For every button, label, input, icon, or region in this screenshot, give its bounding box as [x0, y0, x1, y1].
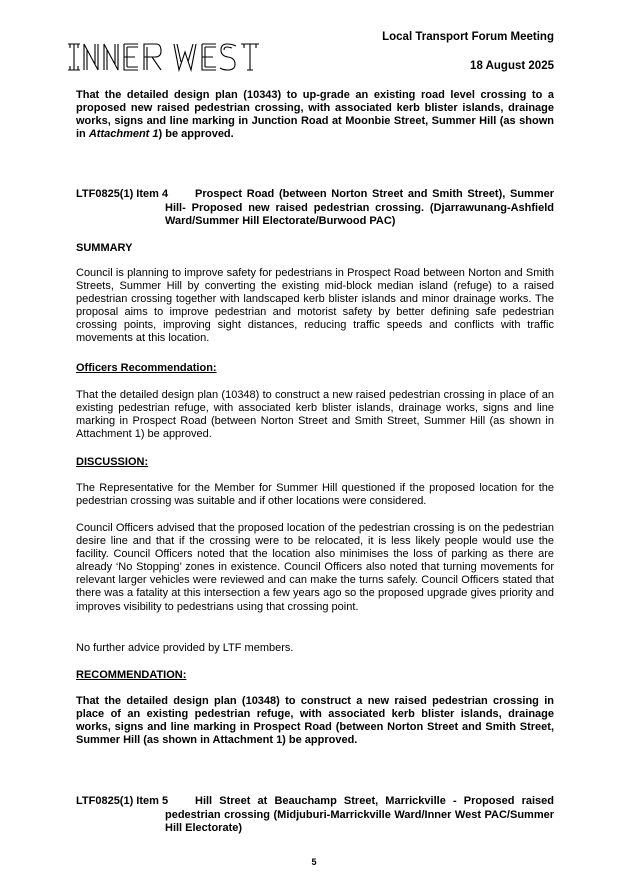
page-number: 5 [311, 857, 317, 867]
officers-recommendation-text [76, 389, 554, 441]
prev-rec-text-after: ) be approved. [158, 128, 234, 141]
discussion-paragraph-3 [76, 642, 554, 655]
item-4-heading [76, 188, 554, 229]
recommendation-text [76, 695, 554, 747]
discussion-text-1: The Representative for the Member for Summer Hill questioned if the proposed location for the pedestrian crossing was suitable and if other locations were considered. [76, 482, 554, 508]
inner-west-logo [66, 40, 276, 74]
summary-paragraph: Council is planning to improve safety for pedestrians in Prospect Road between Norton and Smith Streets, Summer Hill by converting the existing mid-block median island (refuge) to a raised pedestrian crossing together with landscaped kerb blister islands and minor drainage works. The proposal aims to improve pedestrian and motorist safety by better defining safe pedestrian crossing points, improving sight distances, reducing traffic speeds and conflicts with traffic movements at this location. [76, 267, 554, 345]
summary-text [76, 267, 554, 346]
prev-rec-attachment: Attachment 1 [88, 128, 159, 141]
recommendation-heading: RECOMMENDATION: [76, 669, 187, 681]
summary-heading: SUMMARY [76, 242, 133, 254]
item-5-title: Hill Street at Beauchamp Street, Marrickville - Proposed raised pedestrian crossing (Midjuburi-Marrickville Ward/Inner West PAC/Summer Hill Electorate) [165, 795, 554, 834]
item-4-title: Prospect Road (between Norton Street and Smith Street), Summer Hill- Proposed new raised pedestrian crossing. (Djarrawunang-Ashfield Ward/Summer Hill Electorate/Burwood PAC) [165, 188, 554, 227]
officers-recommendation-paragraph: That the detailed design plan (10348) to construct a new raised pedestrian crossing in place of an existing pedestrian refuge, with associated kerb blister islands, drainage works, signs and line marking in Prospect Road (between Norton Street and Smith Street, Summer Hill (as shown in Attachment 1) be approved. [76, 389, 554, 441]
discussion-text-2: Council Officers advised that the proposed location of the pedestrian crossing is on the pedestrian desire line and that if the crossing were to be relocated, it is less likely people would use the facility. Council Officers noted that the location also minimises the loss of parking as there are already ‘No Stopping’ zones in existence. Council Officers also noted that turning movements for relevant larger vehicles were reviewed and can make the turns safely. Council Officers stated that there was a fatality at this intersection a few years ago so the proposed upgrade gives priority and improves visibility to pedestrians using that crossing point. [76, 522, 554, 613]
discussion-heading: DISCUSSION: [76, 456, 149, 468]
meeting-title: Local Transport Forum Meeting [382, 31, 554, 43]
item-4-number: LTF0825(1) Item 4 [76, 188, 169, 200]
recommendation-paragraph: That the detailed design plan (10348) to construct a new raised pedestrian crossing in place of an existing pedestrian refuge, with associated kerb blister islands, drainage works, signs and line marking in Prospect Road (between Norton Street and Smith Street, Summer Hill (as shown in Attachment 1) be approved. [76, 695, 554, 747]
prev-rec-text-before: That the detailed design plan (10343) to up-grade an existing road level crossing to a proposed new raised pedestrian crossing, with associated kerb blister islands, drainage works, signs and line marking in Junction Road at Moonbie Street, Summer Hill (as shown in [76, 89, 554, 141]
previous-recommendation [76, 89, 554, 141]
item-5-heading [76, 795, 554, 836]
discussion-text-3: No further advice provided by LTF members. [76, 642, 294, 654]
discussion-paragraph-1 [76, 482, 554, 508]
meeting-date: 18 August 2025 [470, 60, 554, 72]
item-5-number: LTF0825(1) Item 5 [76, 795, 169, 807]
officers-recommendation-heading: Officers Recommendation: [76, 362, 217, 374]
discussion-paragraph-2 [76, 522, 554, 614]
